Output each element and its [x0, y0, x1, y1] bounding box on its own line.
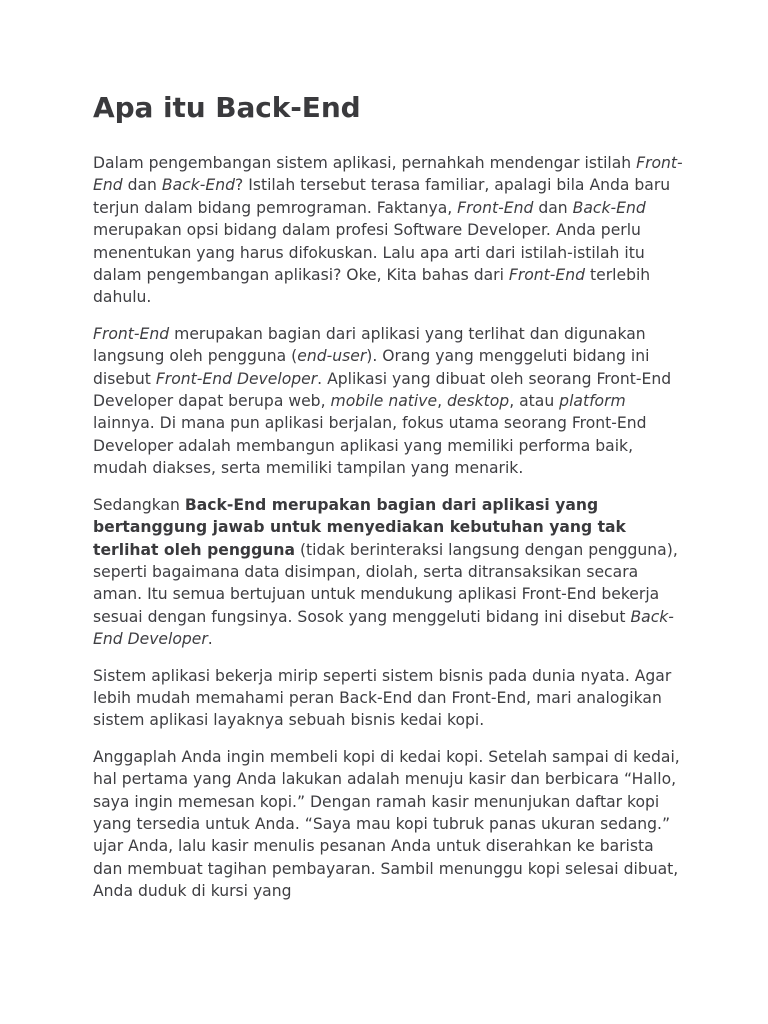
emphasis-text: platform	[559, 392, 626, 411]
emphasis-text: Front-End	[93, 154, 683, 195]
text-run: .	[207, 630, 213, 649]
emphasis-text: Back-End Developer	[93, 607, 674, 649]
paragraph-analogy	[93, 665, 683, 732]
text-run: Sedangkan	[93, 495, 185, 514]
text-run: Sistem aplikasi bekerja mirip seperti sistem bisnis pada dunia nyata. Agar lebih mudah memahami peran Back-End dan Front-End, mari analogikan sistem aplikasi layaknya sebuah bisnis kedai kopi.	[93, 666, 672, 730]
paragraph-front-end	[93, 323, 683, 480]
paragraph-back-end	[93, 494, 683, 651]
text-run: ? Istilah tersebut terasa familiar, apalagi bila Anda baru terjun dalam bidang pemrograman. Faktanya,	[93, 176, 671, 217]
paragraph-coffee-shop	[93, 746, 683, 903]
bold-text: Back-End merupakan bagian dari aplikasi yang bertanggung jawab untuk menyediakan kebutuhan yang tak terlihat oleh pengguna	[93, 495, 626, 559]
text-run: merupakan bagian dari aplikasi yang terlihat dan digunakan langsung oleh pengguna (	[93, 324, 646, 366]
text-run: lainnya. Di mana pun aplikasi berjalan, fokus utama seorang Front-End Developer adalah membangun aplikasi yang memiliki performa baik, mudah diakses, serta memiliki tampilan yang menarik.	[93, 414, 647, 478]
emphasis-text: desktop	[446, 392, 510, 411]
emphasis-text: Front-End	[93, 324, 170, 343]
text-run: dan	[533, 198, 573, 217]
emphasis-text: Front-End	[457, 198, 534, 217]
text-run: terlebih dahulu.	[93, 266, 651, 307]
text-run: dan	[122, 176, 162, 195]
text-run: (tidak berinteraksi langsung dengan pengguna), seperti bagaimana data disimpan, diolah, serta ditransaksikan secara aman. Itu semua bertujuan untuk mendukung aplikasi Front-End bekerja sesuai dengan fungsinya. Sosok yang menggeluti bidang ini disebut	[93, 540, 678, 626]
text-run: ,	[437, 392, 447, 411]
text-run: . Aplikasi yang dibuat oleh seorang Front-End Developer dapat berupa web,	[93, 369, 672, 411]
text-run: Dalam pengembangan sistem aplikasi, pernahkah mendengar istilah	[93, 154, 637, 172]
emphasis-text: Front-End	[508, 266, 586, 285]
text-run: merupakan opsi bidang dalam profesi Software Developer. Anda perlu menentukan yang harus difokuskan. Lalu apa arti dari istilah-istilah itu dalam pengembangan aplikasi? Oke, Kita bahas dari	[93, 221, 645, 285]
emphasis-text: mobile native	[330, 392, 438, 411]
paragraph-intro	[93, 152, 683, 309]
page-title: Apa itu Back-End	[93, 91, 361, 124]
text-run: , atau	[509, 392, 560, 411]
emphasis-text: end-user	[297, 347, 367, 366]
emphasis-text: Back-End	[161, 176, 236, 195]
text-run: Anggaplah Anda ingin membeli kopi di kedai kopi. Setelah sampai di kedai, hal pertama yang Anda lakukan adalah menuju kasir dan berbicara “Hallo, saya ingin memesan kopi.” Dengan ramah kasir menunjukan daftar kopi yang tersedia untuk Anda. “Saya mau kopi tubruk panas ukuran sedang.” ujar Anda, lalu kasir menulis pesanan Anda untuk diserahkan ke barista dan membuat tagihan pembayaran. Sambil menunggu kopi selesai dibuat, Anda duduk di kursi yang	[93, 747, 680, 901]
emphasis-text: Front-End Developer	[155, 369, 318, 388]
emphasis-text: Back-End	[572, 198, 646, 217]
text-run: ). Orang yang menggeluti bidang ini disebut	[93, 347, 650, 388]
article-body	[93, 88, 683, 917]
